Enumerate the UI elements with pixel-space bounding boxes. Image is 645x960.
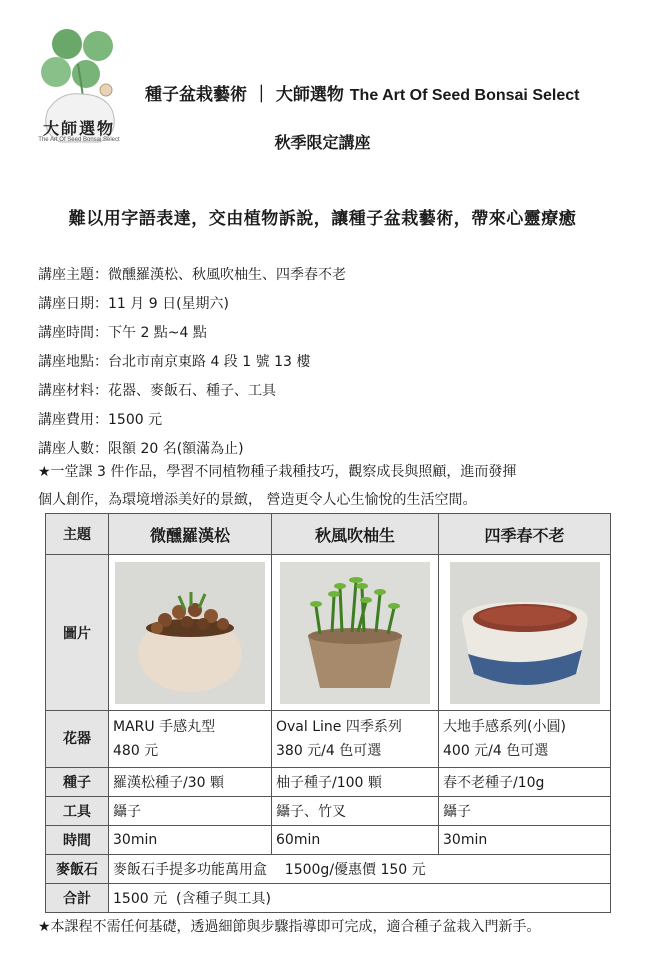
pot-price: 400 元/4 色可選: [443, 743, 549, 759]
pot-name: Oval Line 四季系列: [276, 719, 402, 735]
header-label: 主題: [46, 514, 109, 555]
time-cell-1: 30min: [109, 826, 272, 855]
title-chinese: 種子盆栽藝術 ｜ 大師選物: [145, 85, 344, 105]
footer-note: ★本課程不需任何基礎，透過細節與步驟指導即可完成，適合種子盆栽入門新手。: [38, 919, 541, 935]
tools-label: 工具: [46, 797, 109, 826]
headline: 難以用字語表達，交由植物訴說，讓種子盆栽藝術，帶來心靈療癒: [68, 209, 577, 229]
bonsai-photo-3: [450, 562, 600, 704]
pot-label: 花器: [46, 711, 109, 768]
tools-cell-1: 鑷子: [109, 797, 272, 826]
note-line-2: 個人創作，為環境增添美好的景緻， 營造更令人心生愉悅的生活空間。: [38, 492, 477, 508]
page-title: [145, 80, 615, 105]
seed-cell-2: 柚子種子/100 顆: [272, 768, 439, 797]
photo-label: 圖片: [46, 555, 109, 711]
bonsai-photo-1: [115, 562, 265, 704]
photo-cell-1: [109, 555, 272, 711]
info-fee: 講座費用：1500 元: [38, 412, 163, 428]
column-title-1: 微醺羅漢松: [109, 514, 272, 555]
pot-cell-1: [109, 711, 272, 768]
tools-cell-3: 鑷子: [439, 797, 611, 826]
pot-cell-2: [272, 711, 439, 768]
table-row-seed: [46, 768, 611, 797]
table-row-stone: [46, 855, 611, 884]
tools-cell-2: 鑷子、竹叉: [272, 797, 439, 826]
stone-cell: 麥飯石手提多功能萬用盒 1500g/優惠價 150 元: [109, 855, 611, 884]
info-materials: 講座材料：花器、麥飯石、種子、工具: [38, 383, 276, 399]
pot-name: 大地手感系列(小圓): [443, 719, 566, 735]
page-subtitle: 秋季限定講座: [274, 133, 371, 152]
info-capacity: 講座人數：限額 20 名(額滿為止): [38, 441, 244, 457]
seed-cell-3: 春不老種子/10g: [439, 768, 611, 797]
photo-cell-2: [272, 555, 439, 711]
info-list: [38, 261, 618, 464]
logo-subtext: The Art Of Seed Bonsai Select: [38, 137, 120, 143]
title-english: The Art Of Seed Bonsai Select: [349, 87, 580, 104]
table-header-row: [46, 514, 611, 555]
bonsai-photo-2: [280, 562, 430, 704]
seed-label: 種子: [46, 768, 109, 797]
total-label: 合計: [46, 884, 109, 913]
course-table: [45, 513, 611, 913]
table-row-total: [46, 884, 611, 913]
stone-label: 麥飯石: [46, 855, 109, 884]
seed-cell-1: 羅漢松種子/30 顆: [109, 768, 272, 797]
course-note: [38, 458, 618, 514]
time-cell-2: 60min: [272, 826, 439, 855]
table-row-pot: [46, 711, 611, 768]
pot-name: MARU 手感丸型: [113, 719, 216, 735]
time-label: 時間: [46, 826, 109, 855]
pot-price: 480 元: [113, 743, 159, 759]
pot-cell-3: [439, 711, 611, 768]
photo-cell-3: [439, 555, 611, 711]
table-row-time: [46, 826, 611, 855]
column-title-3: 四季春不老: [439, 514, 611, 555]
info-location: 講座地點：台北市南京東路 4 段 1 號 13 樓: [38, 354, 311, 370]
time-cell-3: 30min: [439, 826, 611, 855]
pot-price: 380 元/4 色可選: [276, 743, 382, 759]
table-row-tools: [46, 797, 611, 826]
table-row-photos: [46, 555, 611, 711]
info-topic: 講座主題：微醺羅漢松、秋風吹柚生、四季春不老: [38, 267, 346, 283]
note-line-1: ★一堂課 3 件作品，學習不同植物種子栽種技巧，觀察成長與照顧，進而發揮: [38, 464, 517, 480]
info-date: 講座日期：11 月 9 日(星期六): [38, 296, 229, 312]
info-time: 講座時間：下午 2 點~4 點: [38, 325, 207, 341]
total-cell: 1500 元 (含種子與工具): [109, 884, 611, 913]
column-title-2: 秋風吹柚生: [272, 514, 439, 555]
logo-text: 大師選物: [42, 119, 115, 138]
